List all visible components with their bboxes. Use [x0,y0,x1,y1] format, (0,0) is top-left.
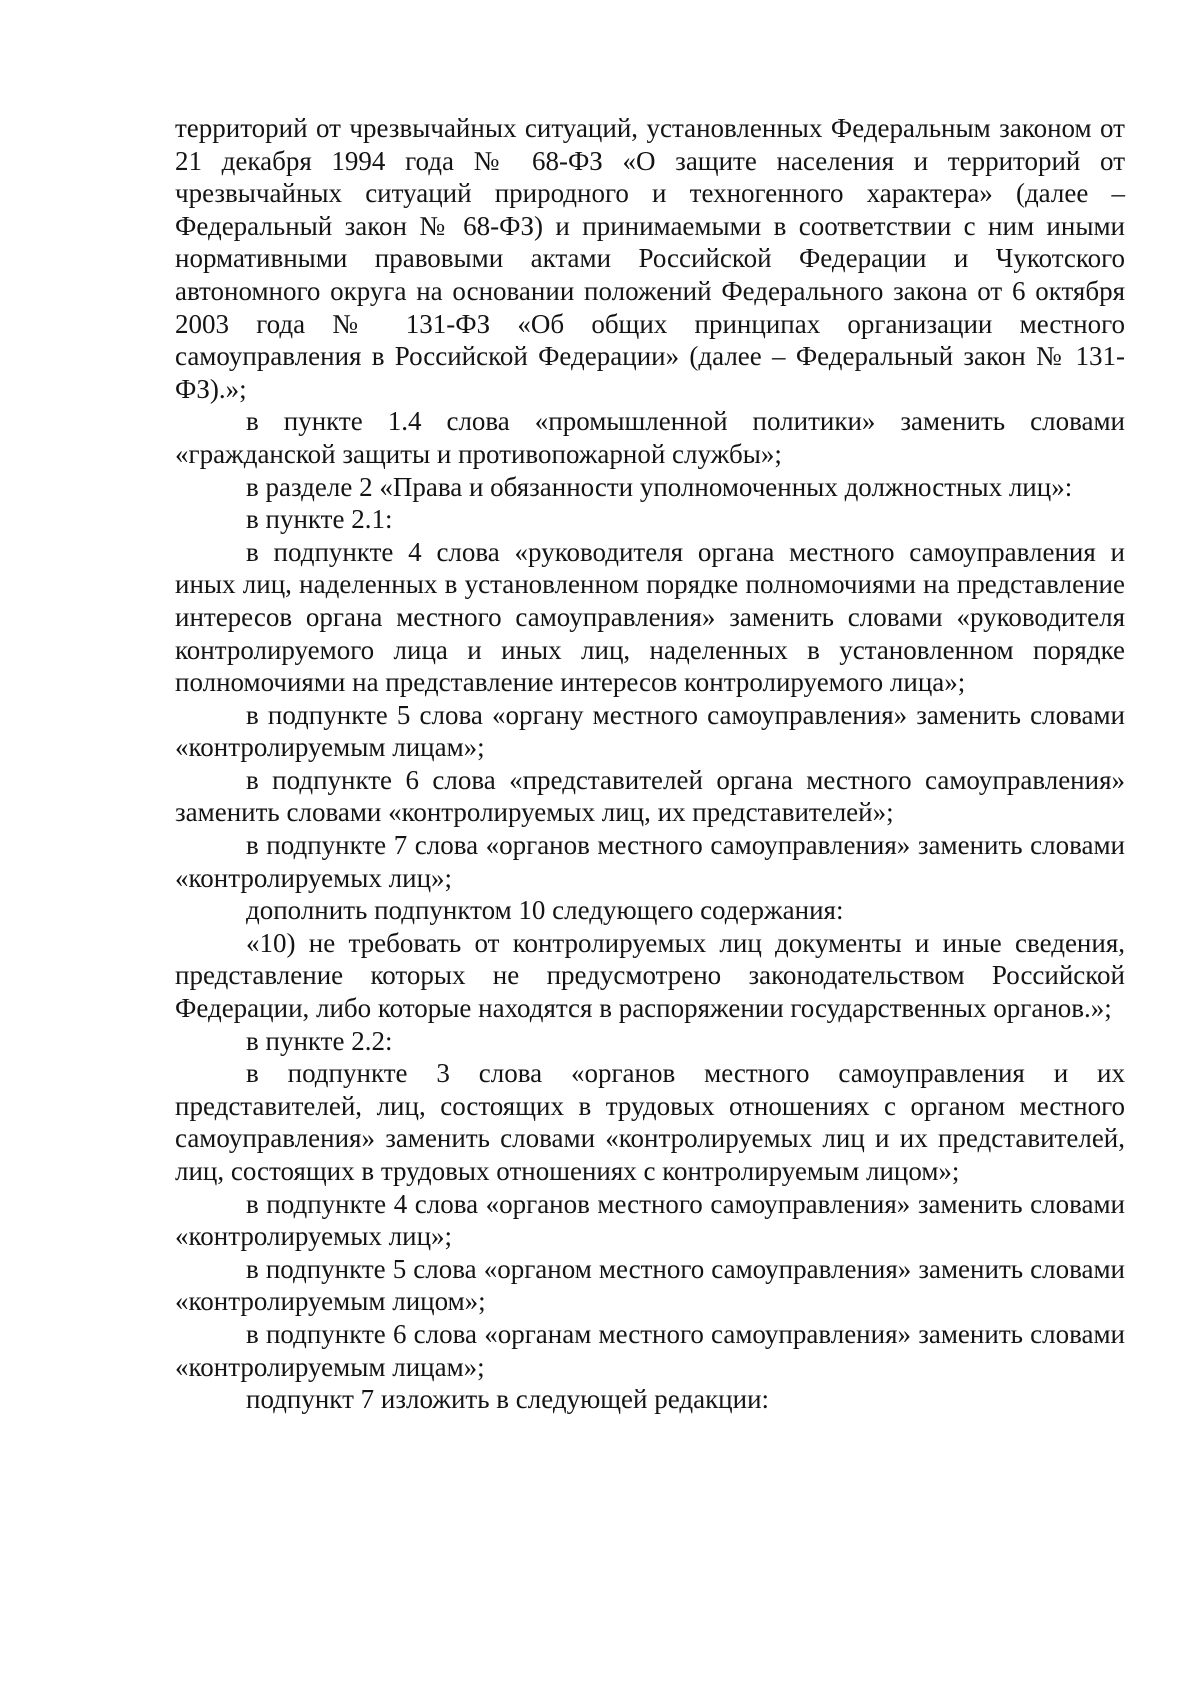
paragraph-1: территорий от чрезвычайных ситуаций, установленных Федеральным законом от 21 декабря 1994 года № 68-ФЗ «О защите населения и территорий от чрезвычайных ситуаций природного и техногенного характера» (далее – Федеральный закон № 68-ФЗ) и принимаемыми в соответствии с ним иными нормативными правовыми актами Российской Федерации и Чукотского автономного округа на основании положений Федерального закона от 6 октября 2003 года № 131-ФЗ «Об общих принципах организации местного самоуправления в Российской Федерации» (далее – Федеральный закон № 131-ФЗ).»; [175,113,1125,404]
document-body [175,112,1125,1416]
paragraph-10: «10) не требовать от контролируемых лиц документы и иные сведения, представление которых не предусмотрено законодательством Российской Федерации, либо которые находятся в распоряжении государственных органов.»; [175,927,1125,1024]
paragraph-12: в подпункте 3 слова «органов местного самоуправления и их представителей, лиц, состоящих в трудовых отношениях с органом местного самоуправления» заменить словами «контролируемых лиц и их представителей, лиц, состоящих в трудовых отношениях с контролируемым лицом»; [175,1058,1125,1186]
paragraph-2: в пункте 1.4 слова «промышленной политики» заменить словами «гражданской защиты и противопожарной службы»; [175,406,1125,469]
paragraph-4: в пункте 2.1: [246,504,393,535]
paragraph-6: в подпункте 5 слова «органу местного самоуправления» заменить словами «контролируемым лицам»; [175,699,1125,763]
paragraph-13: в подпункте 4 слова «органов местного самоуправления» заменить словами «контролируемых лиц»; [175,1188,1125,1252]
paragraph-3: в разделе 2 «Права и обязанности уполномоченных должностных лиц»: [246,471,1073,502]
paragraph-14: в подпункте 5 слова «органом местного самоуправления» заменить словами «контролируемым лицом»; [175,1253,1125,1317]
paragraph-5: в подпункте 4 слова «руководителя органа местного самоуправления и иных лиц, наделенных в установленном порядке полномочиями на представление интересов органа местного самоуправления» заменить словами «руководителя контролируемого лица и иных лиц, наделенных в установленном порядке полномочиями на представление интересов контролируемого лица»; [175,536,1125,698]
paragraph-11: в пункте 2.2: [246,1025,393,1056]
paragraph-8: в подпункте 7 слова «органов местного самоуправления» заменить словами «контролируемых лиц»; [175,830,1125,893]
paragraph-9: дополнить подпунктом 10 следующего содержания: [246,895,844,926]
paragraph-16: подпункт 7 изложить в следующей редакции: [246,1384,770,1415]
paragraph-7: в подпункте 6 слова «представителей органа местного самоуправления» заменить словами «контролируемых лиц, их представителей»; [175,764,1125,828]
paragraph-15: в подпункте 6 слова «органам местного самоуправления» заменить словами «контролируемым лицам»; [175,1318,1125,1382]
